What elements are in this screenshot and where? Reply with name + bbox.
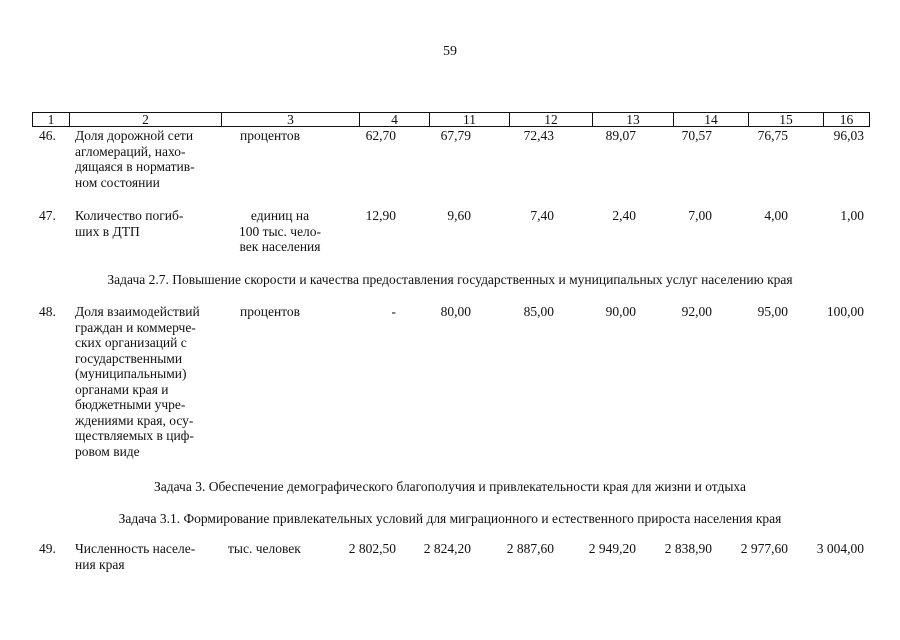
name-line: ших в ДТП — [75, 223, 140, 239]
value-col-13: 90,00 — [605, 304, 636, 319]
indicator-name — [75, 208, 183, 239]
unit-line: тыс. человек — [228, 541, 301, 556]
unit-line: единиц на — [250, 208, 310, 223]
name-line: органами края и — [75, 381, 169, 397]
unit-line: процентов — [240, 128, 301, 143]
value-col-16: 3 004,00 — [816, 541, 864, 556]
value-col-11: 9,60 — [447, 208, 471, 223]
unit — [228, 208, 332, 255]
unit-line: век населения — [239, 239, 321, 254]
value-col-15: 76,75 — [757, 128, 788, 143]
name-line: граждан и коммерче- — [75, 319, 196, 335]
value-col-11: 80,00 — [440, 304, 471, 319]
row-number: 47. — [39, 208, 56, 223]
name-line: ния края — [75, 556, 125, 572]
section-title-task-3-1: Задача 3.1. Формирование привлекательных условий для миграционного и естественного прироста населения края — [118, 511, 782, 526]
value-col-16: 1,00 — [840, 208, 864, 223]
value-col-14: 2 838,90 — [664, 541, 712, 556]
section-title-task-3: Задача 3. Обеспечение демографического благополучия и привлекательности края для жизни и отдыха — [153, 479, 747, 494]
value-col-15: 4,00 — [764, 208, 788, 223]
indicator-name — [75, 128, 195, 190]
row-number: 49. — [39, 541, 56, 556]
unit-line: 100 тыс. чело- — [238, 223, 322, 239]
name-line: ществляемых в циф- — [75, 428, 194, 443]
name-line: Количество погиб- — [75, 208, 184, 223]
name-line: ном состоянии — [75, 174, 160, 190]
header-cell-4: 4 — [359, 113, 429, 126]
value-col-13: 2,40 — [612, 208, 636, 223]
value-col-4: - — [391, 304, 396, 319]
name-line: Доля дорожной сети — [75, 128, 194, 143]
name-line: дящаяся в норматив- — [75, 159, 195, 174]
value-col-13: 89,07 — [605, 128, 636, 143]
name-line: государственными — [75, 350, 183, 366]
header-cell-15: 15 — [748, 113, 823, 126]
value-col-14: 70,57 — [681, 128, 712, 143]
value-col-12: 85,00 — [523, 304, 554, 319]
header-cell-12: 12 — [509, 113, 592, 126]
header-cell-13: 13 — [592, 113, 673, 126]
value-col-15: 2 977,60 — [740, 541, 788, 556]
row-number: 46. — [39, 128, 56, 143]
value-col-12: 2 887,60 — [506, 541, 554, 556]
value-col-4: 12,90 — [365, 208, 396, 223]
section-title-task-2-7: Задача 2.7. Повышение скорости и качества предоставления государственных и муниципальных услуг населению края — [107, 272, 793, 287]
value-col-11: 2 824,20 — [423, 541, 471, 556]
row-number: 48. — [39, 304, 56, 319]
name-line: бюджетными учре- — [75, 397, 186, 412]
name-line: ждениями края, осу- — [75, 412, 194, 428]
page-number: 59 — [443, 44, 457, 59]
header-cell-1: 1 — [47, 112, 55, 127]
value-col-14: 7,00 — [688, 208, 712, 223]
unit — [228, 541, 301, 557]
name-line: Численность населе- — [75, 541, 196, 556]
value-col-12: 7,40 — [530, 208, 554, 223]
value-col-13: 2 949,20 — [588, 541, 636, 556]
unit — [240, 304, 300, 320]
indicator-name — [75, 541, 195, 572]
value-col-16: 96,03 — [833, 128, 864, 143]
header-cell-16: 16 — [823, 113, 869, 126]
header-cell-2: 2 — [69, 113, 221, 126]
value-col-16: 100,00 — [826, 304, 864, 319]
name-line: агломераций, нахо- — [75, 143, 186, 159]
name-line: ровом виде — [75, 443, 140, 459]
indicator-name — [75, 304, 200, 459]
table-header-row — [32, 112, 870, 127]
header-cell-3: 3 — [221, 113, 359, 126]
name-line: (муниципальными) — [75, 366, 187, 381]
name-line: Доля взаимодействий — [75, 304, 200, 319]
value-col-15: 95,00 — [757, 304, 788, 319]
value-col-11: 67,79 — [440, 128, 471, 143]
unit — [240, 128, 300, 144]
name-line: ских организаций с — [75, 335, 187, 350]
header-cell-11: 11 — [429, 113, 509, 126]
value-col-4: 2 802,50 — [348, 541, 396, 556]
value-col-14: 92,00 — [681, 304, 712, 319]
value-col-12: 72,43 — [523, 128, 554, 143]
unit-line: процентов — [240, 304, 301, 319]
value-col-4: 62,70 — [365, 128, 396, 143]
header-cell-14: 14 — [673, 113, 748, 126]
